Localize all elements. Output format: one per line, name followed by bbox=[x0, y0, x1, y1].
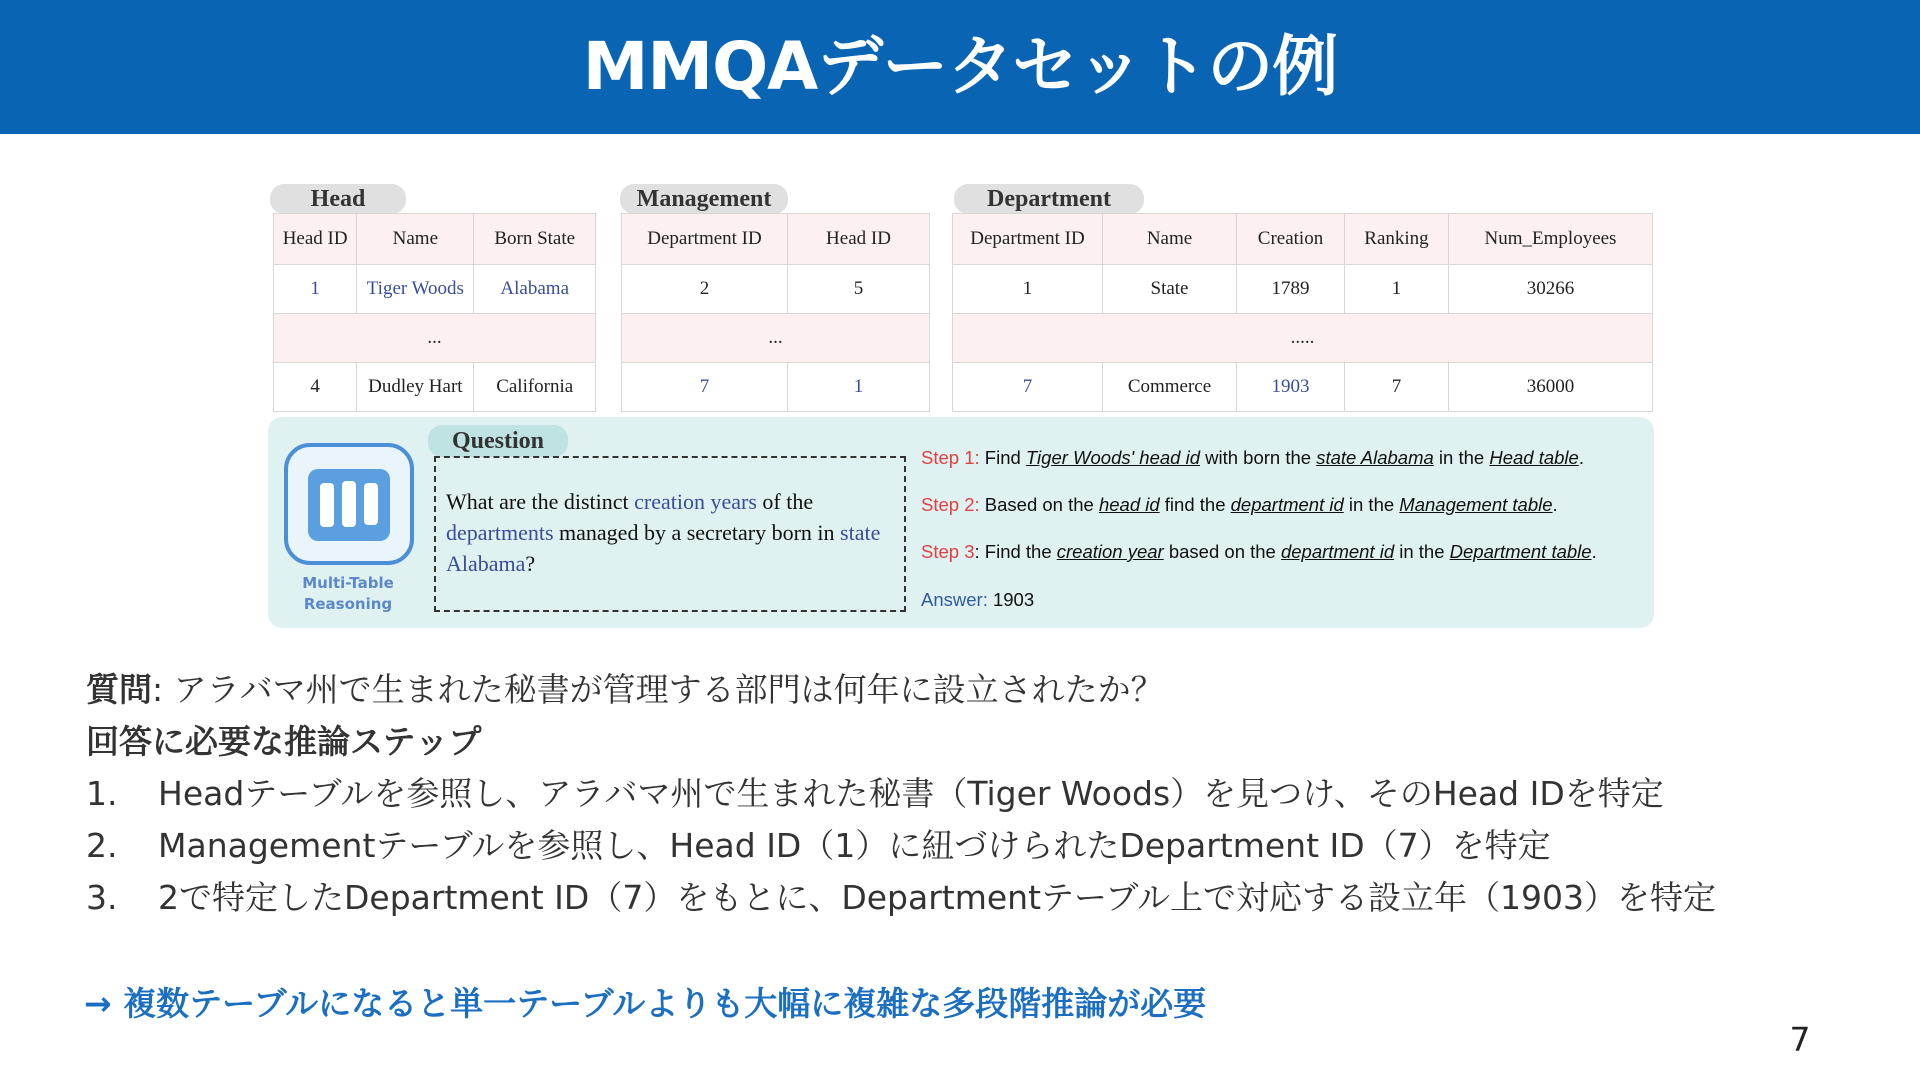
table-cell: Tiger Woods bbox=[357, 265, 474, 314]
table-row bbox=[274, 363, 596, 412]
table-cell: 1 bbox=[953, 265, 1103, 314]
list-number: 3. bbox=[86, 878, 118, 917]
table-cell: Commerce bbox=[1103, 363, 1237, 412]
reasoning-step-1 bbox=[921, 447, 1584, 469]
table-row bbox=[953, 363, 1653, 412]
answer-separator: : bbox=[982, 589, 988, 610]
step-emphasis: Department table bbox=[1449, 541, 1592, 562]
list-text: 2で特定したDepartment ID（7）をもとに、Departmentテーブル上で対応する設立年（1903）を特定 bbox=[158, 878, 1717, 917]
step-emphasis: department id bbox=[1230, 494, 1344, 515]
head-table bbox=[273, 213, 596, 412]
table-cell: 7 bbox=[953, 363, 1103, 412]
logo-caption-line: Multi-Table bbox=[302, 574, 394, 592]
page-number: 7 bbox=[1789, 1020, 1811, 1059]
column-header: Creation bbox=[1237, 214, 1345, 265]
table-cell: 2 bbox=[622, 265, 788, 314]
table-cell: 1903 bbox=[1237, 363, 1345, 412]
reasoning-panel bbox=[268, 417, 1654, 628]
department-table-label: Department bbox=[954, 184, 1144, 214]
step-text: : Find the bbox=[974, 541, 1057, 562]
table-cell: 1 bbox=[1345, 265, 1449, 314]
department-table bbox=[952, 213, 1653, 412]
logo-bar bbox=[320, 483, 334, 527]
ellipsis-cell: ... bbox=[622, 314, 930, 363]
step-text: . bbox=[1552, 494, 1558, 515]
table-row bbox=[274, 265, 596, 314]
table-cell: Dudley Hart bbox=[357, 363, 474, 412]
table-row bbox=[622, 265, 930, 314]
list-item bbox=[86, 820, 1551, 867]
step-text: with born the bbox=[1200, 447, 1317, 468]
logo-tile bbox=[308, 469, 390, 541]
table-cell: 1 bbox=[788, 363, 930, 412]
column-header: Name bbox=[1103, 214, 1237, 265]
step-emphasis: head id bbox=[1098, 494, 1160, 515]
column-header: Department ID bbox=[953, 214, 1103, 265]
column-header: Num_Employees bbox=[1449, 214, 1653, 265]
question-highlight: departments bbox=[446, 520, 554, 545]
column-header: Born State bbox=[474, 214, 596, 265]
question-part: of the bbox=[756, 489, 814, 514]
table-cell: 7 bbox=[1345, 363, 1449, 412]
reasoning-step-3 bbox=[921, 541, 1597, 563]
step-emphasis: Head table bbox=[1489, 447, 1579, 468]
question-part: What are the distinct bbox=[446, 489, 635, 514]
step-text: Find bbox=[979, 447, 1026, 468]
question-highlight: state Alabama bbox=[446, 520, 881, 576]
step-text: in the bbox=[1394, 541, 1450, 562]
slide-title: MMQAデータセットの例 bbox=[582, 28, 1338, 105]
multi-table-reasoning-icon bbox=[284, 443, 414, 565]
ellipsis-cell: ... bbox=[274, 314, 596, 363]
step-label: Step 2: bbox=[921, 494, 980, 515]
table-row-ellipsis bbox=[274, 314, 596, 363]
step-emphasis: creation year bbox=[1056, 541, 1164, 562]
ellipsis-cell: ..... bbox=[953, 314, 1653, 363]
step-label: Step 3 bbox=[921, 541, 975, 562]
management-table-label: Management bbox=[620, 184, 788, 214]
mmqa-example-figure bbox=[268, 180, 1654, 630]
table-row bbox=[622, 363, 930, 412]
step-text: . bbox=[1578, 447, 1584, 468]
table-cell: California bbox=[474, 363, 596, 412]
question-line bbox=[86, 664, 1164, 711]
reasoning-step-2 bbox=[921, 494, 1558, 516]
step-emphasis: department id bbox=[1280, 541, 1395, 562]
list-number: 1. bbox=[86, 774, 118, 813]
list-number: 2. bbox=[86, 826, 118, 865]
table-cell: State bbox=[1103, 265, 1237, 314]
answer-value: 1903 bbox=[987, 589, 1035, 610]
step-emphasis: Tiger Woods' head id bbox=[1025, 447, 1200, 468]
answer-label: Answer bbox=[921, 589, 983, 610]
step-emphasis: Management table bbox=[1399, 494, 1553, 515]
table-cell: 1789 bbox=[1237, 265, 1345, 314]
slide-header bbox=[0, 0, 1920, 134]
question-box bbox=[434, 456, 906, 612]
table-cell: 30266 bbox=[1449, 265, 1653, 314]
step-text: in the bbox=[1343, 494, 1400, 515]
logo-caption-line: Reasoning bbox=[303, 595, 393, 613]
table-cell: 1 bbox=[274, 265, 357, 314]
list-text: Managementテーブルを参照し、Head ID（1）に紐づけられたDepartment ID（7）を特定 bbox=[158, 826, 1551, 865]
table-cell: 36000 bbox=[1449, 363, 1653, 412]
question-part: managed by a secretary born in bbox=[553, 520, 841, 545]
step-emphasis: state Alabama bbox=[1316, 447, 1434, 468]
step-label: Step 1: bbox=[921, 447, 980, 468]
conclusion-text: → 複数テーブルになると単一テーブルよりも大幅に複雑な多段階推論が必要 bbox=[84, 984, 1207, 1023]
question-part: ? bbox=[525, 551, 536, 576]
step-text: Based on the bbox=[979, 494, 1099, 515]
question-line-text: : アラバマ州で生まれた秘書が管理する部門は何年に設立されたか？ bbox=[152, 670, 1164, 709]
list-text: Headテーブルを参照し、アラバマ州で生まれた秘書（Tiger Woods）を見つけ、そのHead IDを特定 bbox=[158, 774, 1664, 813]
column-header: Head ID bbox=[788, 214, 930, 265]
list-item bbox=[86, 872, 1716, 919]
column-header: Head ID bbox=[274, 214, 357, 265]
table-row-ellipsis bbox=[953, 314, 1653, 363]
table-cell: Alabama bbox=[474, 265, 596, 314]
management-table bbox=[621, 213, 930, 412]
table-row bbox=[953, 265, 1653, 314]
logo-bar bbox=[342, 481, 356, 527]
question-line-label: 質問 bbox=[86, 670, 152, 709]
column-header: Name bbox=[357, 214, 474, 265]
question-highlight: creation years bbox=[634, 489, 757, 514]
question-text bbox=[446, 486, 896, 579]
question-label: Question bbox=[428, 425, 568, 457]
table-cell: 7 bbox=[622, 363, 788, 412]
column-header: Ranking bbox=[1345, 214, 1449, 265]
list-item bbox=[86, 768, 1664, 815]
steps-heading: 回答に必要な推論ステップ bbox=[86, 722, 482, 761]
step-text: based on the bbox=[1163, 541, 1281, 562]
step-text: find the bbox=[1159, 494, 1231, 515]
table-row-ellipsis bbox=[622, 314, 930, 363]
answer-line bbox=[921, 589, 1034, 611]
logo-bar bbox=[364, 483, 378, 525]
step-text: in the bbox=[1433, 447, 1490, 468]
table-cell: 4 bbox=[274, 363, 357, 412]
step-text: . bbox=[1591, 541, 1597, 562]
column-header: Department ID bbox=[622, 214, 788, 265]
head-table-label: Head bbox=[270, 184, 406, 214]
logo-caption bbox=[278, 573, 418, 615]
table-cell: 5 bbox=[788, 265, 930, 314]
